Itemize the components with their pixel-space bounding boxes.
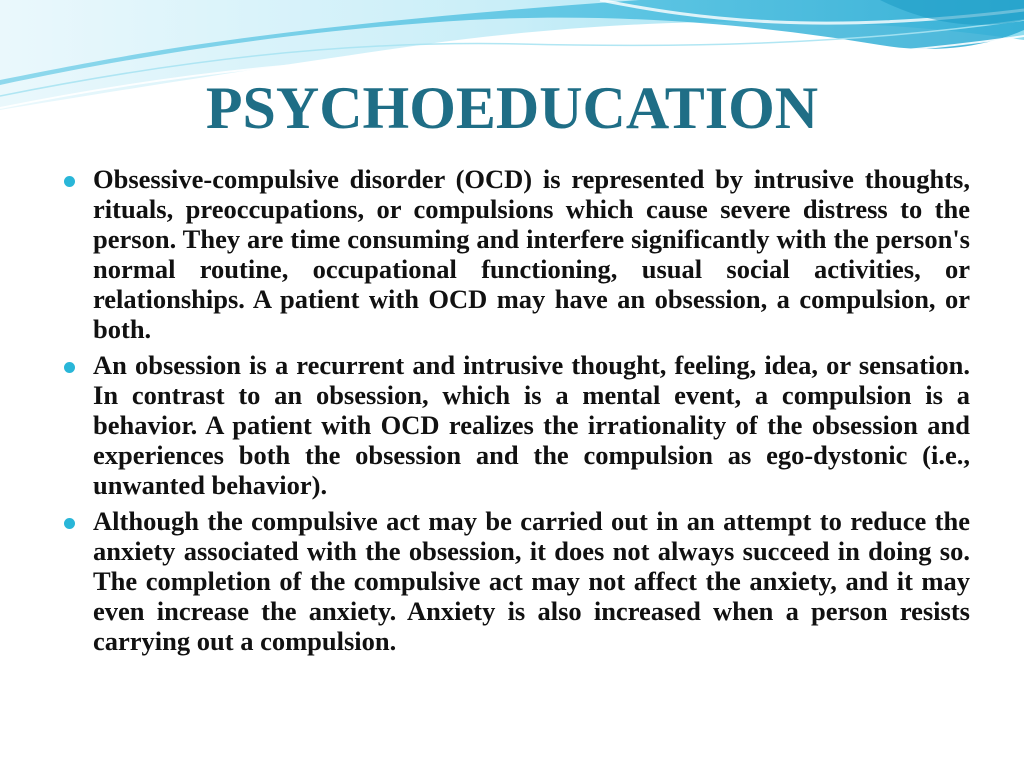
bullet-dot-icon xyxy=(64,362,75,373)
bullet-text: An obsession is a recurrent and intrusive thought, feeling, idea, or sensation. In contrast to an obsession, which is a mental event, a compulsion is a behavior. A patient with OCD realizes the irrationality of the obsession and experiences both the obsession and the compulsion as ego-dystonic (i.e., unwanted behavior). xyxy=(93,350,970,500)
bullet-dot-icon xyxy=(64,518,75,529)
bullet-item xyxy=(64,506,970,656)
slide-title: PSYCHOEDUCATION xyxy=(205,75,819,141)
bullet-text: Obsessive-compulsive disorder (OCD) is represented by intrusive thoughts, rituals, preoccupations, or compulsions which cause severe distress to the person. They are time consuming and interfere significantly with the person's normal routine, occupational functioning, usual social activities, or relationships. A patient with OCD may have an obsession, a compulsion, or both. xyxy=(93,164,970,344)
bullet-text: Although the compulsive act may be carried out in an attempt to reduce the anxiety associated with the obsession, it does not always succeed in doing so. The completion of the compulsive act may not affect the anxiety, and it may even increase the anxiety. Anxiety is also increased when a person resists carrying out a compulsion. xyxy=(93,506,970,656)
bullet-item xyxy=(64,350,970,500)
bullet-item xyxy=(64,164,970,344)
bullet-dot-icon xyxy=(64,176,75,187)
bullet-list xyxy=(64,164,970,662)
